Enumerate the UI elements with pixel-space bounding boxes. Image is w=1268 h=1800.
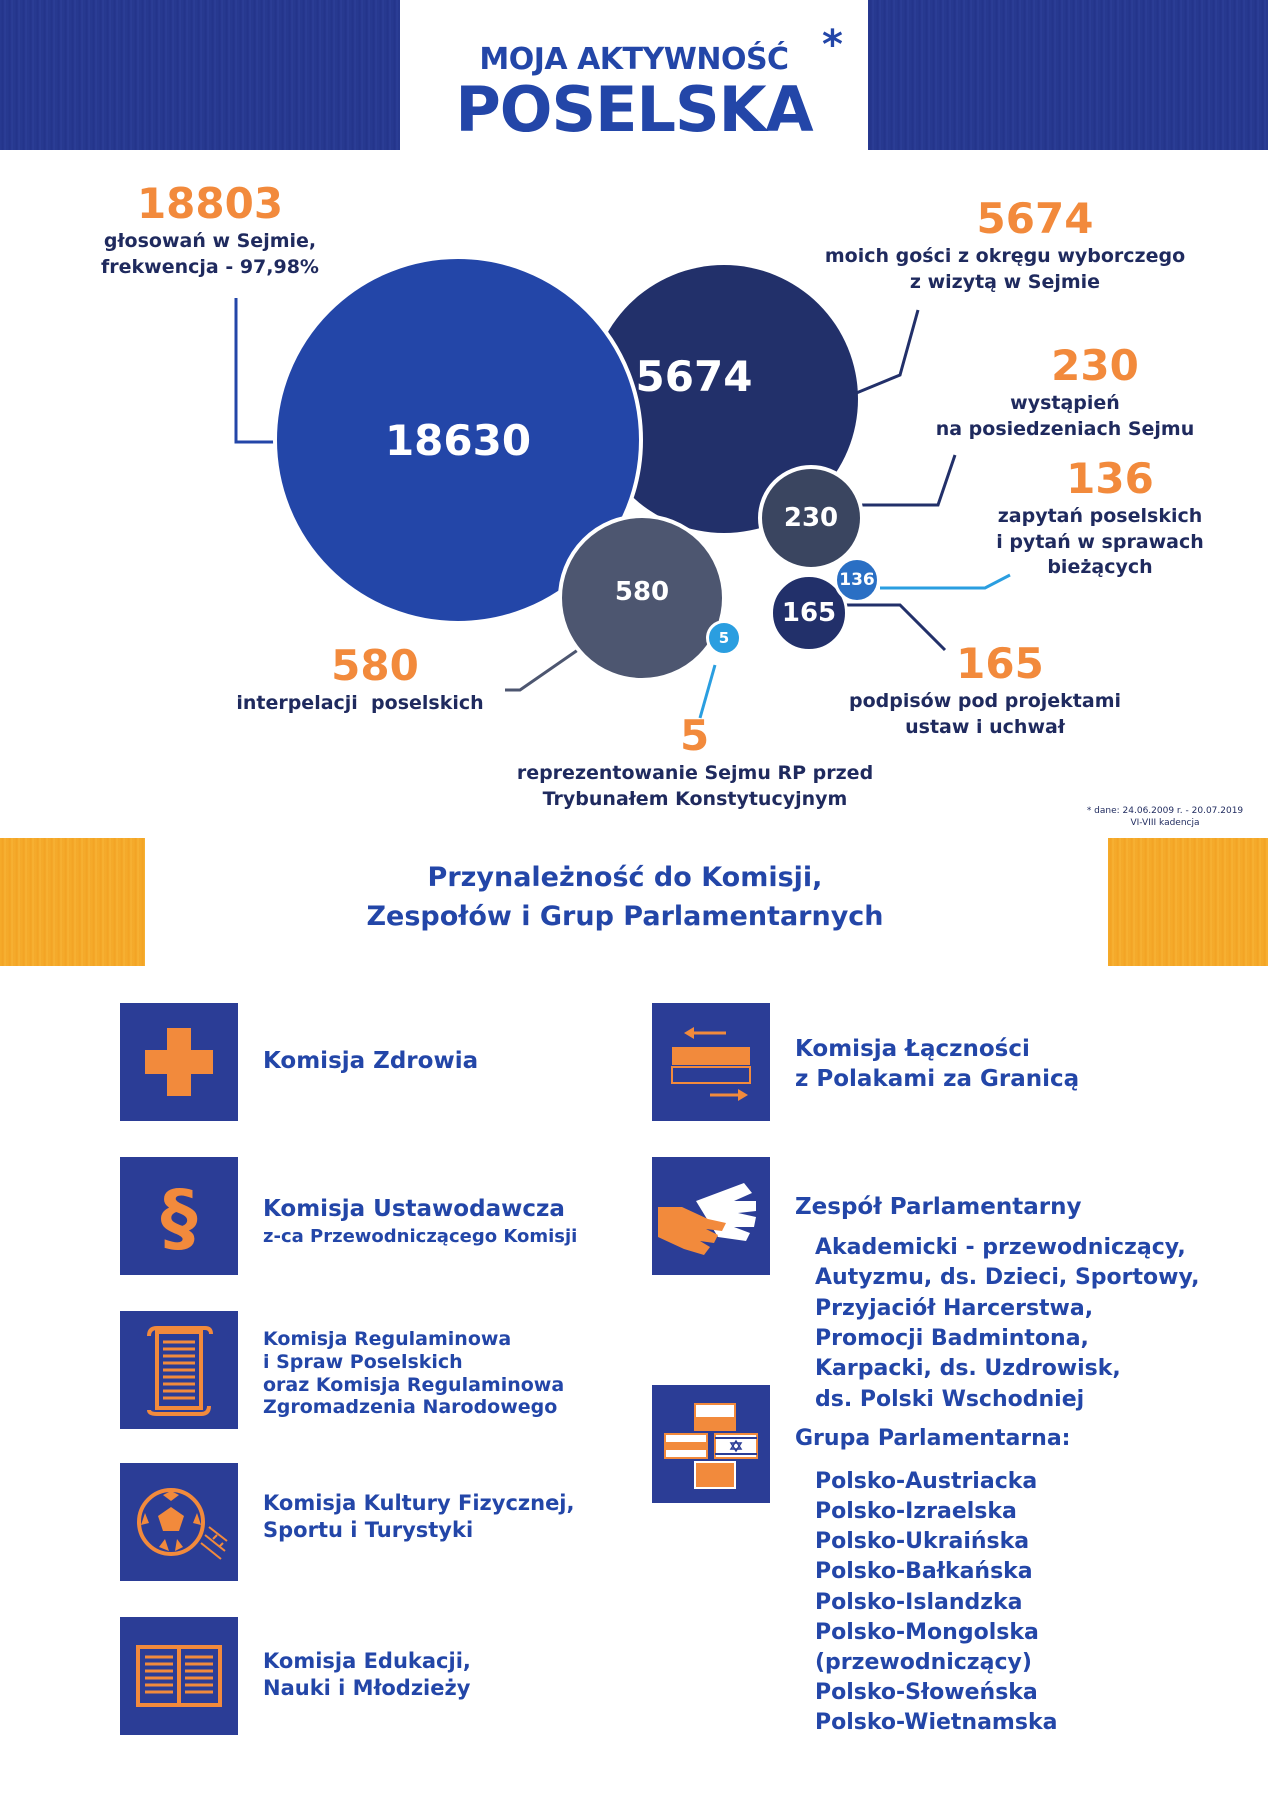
- stat-guests: [795, 194, 1215, 295]
- circle-votes-value: 18630: [384, 415, 532, 465]
- stat-votes-number: 18803: [136, 179, 284, 228]
- team-item-1: Akademicki - przewodniczący,: [815, 1235, 1186, 1260]
- circle-questions-value: 136: [839, 570, 875, 590]
- stat-guests-number: 5674: [976, 194, 1094, 243]
- group-list: [815, 1467, 1057, 1738]
- circle-interpellations-value: 580: [614, 577, 670, 607]
- committee-sport-line1: Komisja Kultury Fizycznej,: [263, 1491, 575, 1515]
- group-item-8: Polsko-Słoweńska: [815, 1679, 1038, 1705]
- svg-text:§: §: [160, 1175, 198, 1261]
- circle-signatures-value: 165: [781, 598, 837, 628]
- committee-education-line1: Komisja Edukacji,: [263, 1649, 471, 1673]
- circle-interpellations: [558, 514, 726, 682]
- group-item-3: Polsko-Ukraińska: [815, 1529, 1030, 1555]
- section-band-right: [1108, 838, 1268, 966]
- title-line1: MOJA AKTYWNOŚĆ: [479, 42, 789, 77]
- team-title: Zespół Parlamentarny: [795, 1194, 1082, 1220]
- team-list: [815, 1233, 1199, 1415]
- stat-speeches-label2: na posiedzeniach Sejmu: [935, 417, 1195, 440]
- team-item-2: Autyzmu, ds. Dzieci, Sportowy,: [815, 1265, 1200, 1291]
- committee-polonia: [795, 1035, 1079, 1095]
- committee-legislative-title: Komisja Ustawodawcza: [263, 1196, 565, 1222]
- team-item-5: Karpacki, ds. Uzdrowisk,: [815, 1356, 1121, 1382]
- stat-signatures-label1: podpisów pod projektami: [848, 690, 1122, 712]
- committee-rules: [263, 1328, 564, 1419]
- stat-questions-label1: zapytań poselskich: [997, 505, 1203, 527]
- committee-education-line2: Nauki i Młodzieży: [263, 1676, 471, 1701]
- group-item-4: Polsko-Bałkańska: [815, 1559, 1033, 1585]
- team-item-3: Przyjaciół Harcerstwa,: [815, 1295, 1094, 1321]
- committee-legislative-sub: z-ca Przewodniczącego Komisji: [263, 1225, 578, 1247]
- group-item-1: Polsko-Austriacka: [815, 1469, 1038, 1494]
- circle-tribunal: [706, 620, 742, 656]
- committee-polonia-line2: z Polakami za Granicą: [795, 1065, 1080, 1092]
- exchange-arrows-icon: [666, 1017, 756, 1107]
- committee-rules-line3: oraz Komisja Regulaminowa: [263, 1373, 565, 1396]
- stat-tribunal: [470, 711, 920, 812]
- stat-signatures-label2: ustaw i uchwał: [905, 715, 1065, 738]
- stat-questions-number: 136: [1066, 454, 1154, 503]
- polonia-icon-box: [652, 1003, 770, 1121]
- committee-sport: [263, 1490, 574, 1545]
- section-heading-line2: Zespołów i Grup Parlamentarnych: [366, 901, 884, 933]
- stat-questions-label2: i pytań w sprawach: [996, 530, 1204, 553]
- group-item-2: Polsko-Izraelska: [815, 1499, 1017, 1525]
- health-icon-box: [120, 1003, 238, 1121]
- sport-icon-box: [120, 1463, 238, 1581]
- data-note-line1: * dane: 24.06.2009 r. - 20.07.2019: [1086, 806, 1244, 816]
- stat-signatures-number: 165: [956, 639, 1044, 688]
- group-icon-box: [652, 1385, 770, 1503]
- circle-tribunal-value: 5: [718, 629, 730, 647]
- flags-icon: [661, 1394, 761, 1494]
- ball-icon: [129, 1477, 229, 1567]
- stat-questions: [955, 454, 1245, 581]
- committee-polonia-line1: Komisja Łączności: [795, 1036, 1030, 1062]
- team-item-6: ds. Polski Wschodniej: [815, 1386, 1085, 1412]
- circle-guests-value: 5674: [635, 352, 753, 401]
- circle-speeches: [758, 465, 864, 571]
- stat-votes-label2: frekwencja - 97,98%: [101, 255, 319, 278]
- stat-guests-label1: moich gości z okręgu wyborczego: [824, 245, 1186, 267]
- section-heading-line1: Przynależność do Komisji,: [427, 862, 823, 893]
- group-item-6: Polsko-Mongolska: [815, 1619, 1039, 1645]
- title-line2: POSELSKA: [455, 73, 813, 146]
- stat-guests-label2: z wizytą w Sejmie: [909, 270, 1101, 293]
- title-asterisk: *: [822, 22, 843, 68]
- data-note-line2: VI-VIII kadencja: [1130, 817, 1200, 828]
- section-band-left: [0, 838, 145, 966]
- stat-interpellations: [190, 641, 530, 717]
- stat-questions-label3: bieżących: [1047, 556, 1153, 579]
- committee-rules-line2: i Spraw Poselskich: [263, 1350, 463, 1373]
- stat-speeches: [900, 341, 1230, 442]
- committee-health: Komisja Zdrowia: [263, 1048, 479, 1074]
- stat-tribunal-label2: Trybunałem Konstytucyjnym: [542, 787, 848, 810]
- handshake-icon: [656, 1171, 766, 1261]
- committee-legislative: [263, 1195, 577, 1248]
- stat-interpellations-label1: interpelacji poselskich: [236, 692, 484, 714]
- stat-votes: [50, 179, 370, 280]
- team-item-4: Promocji Badmintona,: [815, 1326, 1089, 1352]
- group-item-5: Polsko-Islandzka: [815, 1589, 1023, 1615]
- rules-icon-box: [120, 1311, 238, 1429]
- committee-sport-line2: Sportu i Turystyki: [263, 1518, 474, 1543]
- stat-tribunal-label1: reprezentowanie Sejmu RP przed: [516, 762, 874, 784]
- circle-speeches-value: 230: [783, 503, 839, 533]
- group-title: Grupa Parlamentarna:: [795, 1426, 1071, 1451]
- committee-rules-line4: Zgromadzenia Narodowego: [263, 1396, 558, 1419]
- education-icon-box: [120, 1617, 238, 1735]
- book-icon: [134, 1641, 224, 1711]
- stat-speeches-number: 230: [1051, 341, 1139, 390]
- data-note: [1070, 806, 1260, 829]
- group-item-7: (przewodniczący): [815, 1649, 1032, 1675]
- medical-cross-icon: [139, 1022, 219, 1102]
- team-icon-box: [652, 1157, 770, 1275]
- paragraph-icon: [139, 1171, 219, 1261]
- stat-interpellations-number: 580: [331, 641, 419, 690]
- scroll-icon: [139, 1324, 219, 1416]
- group-item-9: Polsko-Wietnamska: [815, 1710, 1058, 1735]
- stat-votes-label1: głosowań w Sejmie,: [103, 230, 317, 252]
- circle-questions: [834, 557, 880, 603]
- committee-education: [263, 1648, 471, 1703]
- committee-rules-line1: Komisja Regulaminowa: [263, 1328, 512, 1350]
- stat-speeches-label1: wystąpień: [1010, 392, 1120, 414]
- stat-tribunal-number: 5: [680, 711, 710, 760]
- legislative-icon-box: [120, 1157, 238, 1275]
- section-heading: [150, 858, 1100, 936]
